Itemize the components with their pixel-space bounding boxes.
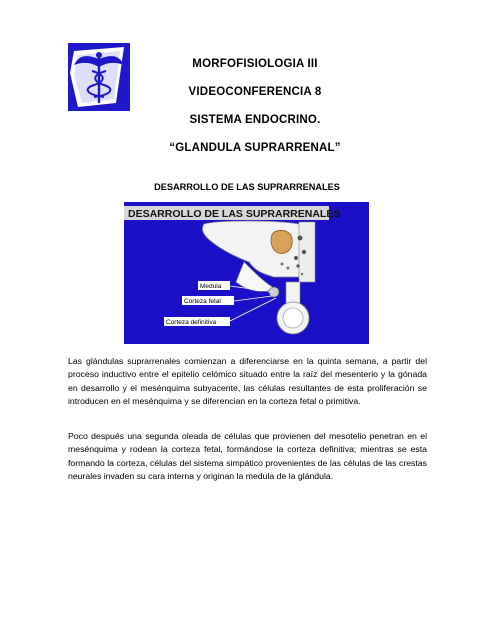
document-subject-line: “GLANDULA SUPRARRENAL” (169, 142, 341, 154)
figure-banner-text: DESARROLLO DE LAS SUPRARRENALES (128, 208, 341, 220)
paragraph-definitive-cortex: Poco después una segunda oleada de células que provienen del mesotelio penetran en el mesénquima y rodean la corteza fetal, formándose la corteza definitiva; mientras se esta formando la corteza, células del sistema simpático provenientes de las células de las crestas neurales invaden su cara interna y originan la medula de la glándula. (68, 431, 427, 482)
adrenal-development-figure (124, 202, 369, 344)
label-corteza-definitiva: Corteza definitiva (166, 319, 217, 326)
section-heading: DESARROLLO DE LAS SUPRARRENALES (154, 182, 340, 192)
caduceus-logo-icon (68, 43, 130, 111)
paragraph-development: Las glándulas suprarrenales comienzan a diferenciarse en la quinta semana, a partir del proceso inductivo entre el epitelio celómico situado entre la raíz del mesenterio y la gónada en desarrollo y el mesénquima subyacente, las células resultantes de esta proliferación se introducen en el mesénquima y se diferencian en la corteza fetal o primitiva. (68, 356, 427, 407)
document-subtitle-line: VIDEOCONFERENCIA 8 (188, 86, 322, 98)
label-corteza-fetal: Corteza fetal (184, 298, 221, 305)
label-medula: Medula (200, 283, 222, 290)
document-title-line: MORFOFISIOLOGIA III (192, 58, 318, 70)
document-topic-line: SISTEMA ENDOCRINO. (189, 114, 321, 126)
